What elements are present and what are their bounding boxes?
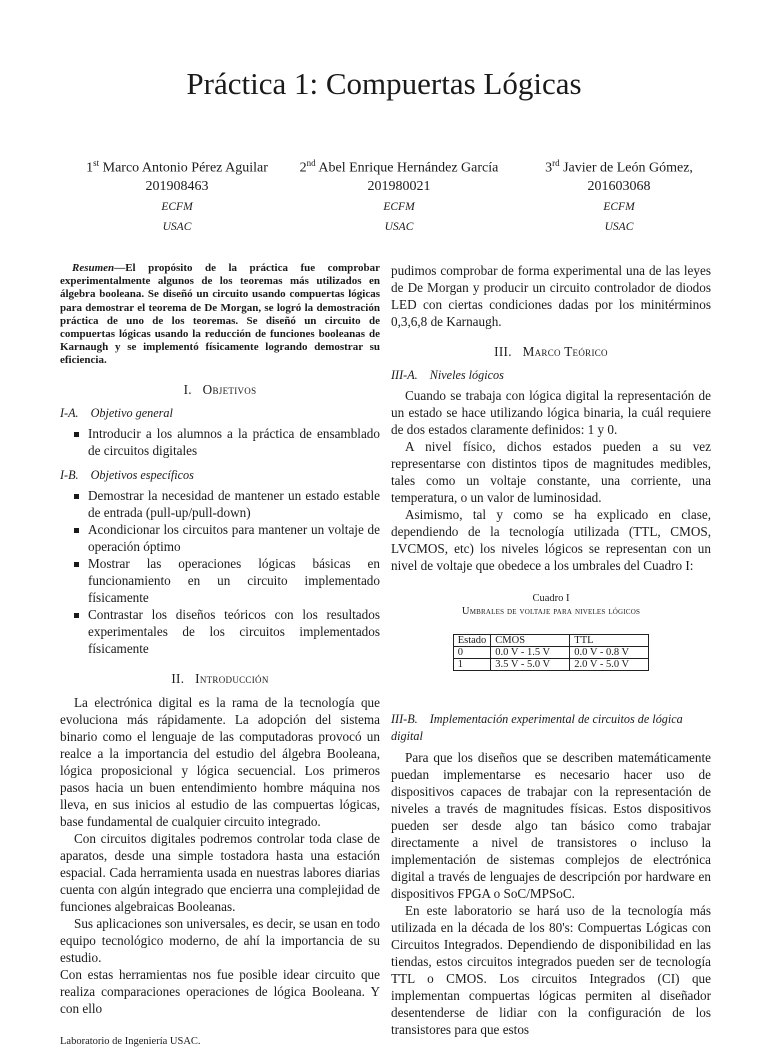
paragraph-noindent: Con estas herramientas nos fue posible idear circuito que realiza comparaciones operaciones de lógica Booleana. Y con ello [60,966,380,1016]
section-number: III. [494,344,512,359]
section-number: II. [171,670,185,686]
paragraph: Asimismo, tal y como se ha explicado en clase, dependiendo de la tecnología utilizada (TTL, CMOS, LVCMOS, etc) los niveles lógicos se representan con un nivel de voltaje que obedece a los umbrales del Cuadro I: [391,507,711,573]
table-cell: 0.0 V - 0.8 V [570,647,649,659]
author-id: 201980021 [367,178,431,194]
paragraph-continuation: pudimos comprobar de forma experimental una de las leyes de De Morgan y producir un circuito controlador de diodos LED con ciertas condiciones dadas por los minitérminos 0,3,6,8 de Karnaugh. [391,263,711,329]
abstract [60,262,380,368]
subsection-heading-general [60,405,380,421]
abstract-label: Resumen [72,262,115,274]
table-title: Umbrales de voltaje para niveles lógicos [461,606,641,617]
author-id: 201908463 [145,178,209,194]
table-label: Cuadro I [532,593,570,604]
author-name-line [52,154,302,178]
list-item: Mostrar las operaciones lógicas básicas en funcionamiento en un circuito implementado físicamente [88,555,380,605]
author-name-line [274,154,524,178]
paragraph: Con circuitos digitales podremos controlar toda clase de aparatos, desde una simple tostadora hasta una estación espacial. Cada herramienta usada en nuestras labores diarias cuenta con algún integrado que encierra una complejidad de funciones algebraicas Booleanas. [60,830,380,914]
table-cell: 2.0 V - 5.0 V [570,659,649,671]
bullet-list-general [60,425,380,459]
paragraph: A nivel físico, dichos estados pueden a su vez representarse con distintos tipos de magnitudes medibles, tales como un voltaje constante, una corriente, una temperatura, o un valor de luminosidad. [391,439,711,505]
subsection-number: III-B. [391,712,418,726]
author-name-line [494,154,744,178]
paragraph: En este laboratorio se hará uso de la tecnología más utilizada en la década de los 80's: Compuertas Lógicas con Circuitos Integrados. Dependiendo de disponibilidad en las tiendas, estos circuitos integrados pueden ser de tecnología TTL o CMOS. Los circuitos Integrados (CI) que implementan compuertas lógicas permiten al diseñador desentenderse de lidiar con la configuración de los transistores para que estos [391,903,711,1037]
section-title: Objetivos [202,381,257,397]
table-cell: 1 [453,659,491,671]
left-column [60,262,380,1049]
voltage-table [453,634,650,671]
list-item: Introducir a los alumnos a la práctica de ensamblado de circuitos digitales [88,425,380,458]
author-3 [494,154,744,236]
author-id: 201603068 [587,178,651,194]
section-heading-marco [391,343,711,360]
subsection-title: Objetivos específicos [90,467,194,482]
subsection-heading-implementacion [391,711,711,745]
author-name: Abel Enrique Hernández García [318,160,499,176]
author-univ: USAC [162,220,192,233]
table-cell: 3.5 V - 5.0 V [491,659,570,671]
section-heading-introduccion [60,670,380,687]
author-ordinal-suffix: nd [306,158,316,168]
section-number: I. [183,381,192,397]
author-block [0,154,768,234]
subsection-number: I-B. [60,467,79,482]
list-item: Acondicionar los circuitos para mantener un voltaje de operación óptimo [88,521,380,554]
author-name: Marco Antonio Pérez Aguilar [102,160,268,176]
table-header-row [453,635,649,647]
author-ordinal: 2 [299,160,307,176]
author-dept: ECFM [603,200,635,213]
table-header-cell: CMOS [491,635,570,647]
author-2 [274,154,524,236]
subsection-title: Implementación experimental de circuitos de lógica digital [391,712,683,743]
subsection-heading-niveles [391,367,711,383]
paragraph: La electrónica digital es la rama de la tecnología que evoluciona más rápidamente. La adopción del sistema binario como el lenguaje de las computadoras provocó un realce a la importancia del estudio del álgebra Booleana, lógica proposicional y lógica secuencial. Los primeros pasos hacia un buen entendimiento hombre máquina nos lleva, en sus inicios al estudio de las compuertas lógicas, base fundamental de cualquier circuito integrado. [60,694,380,829]
section-title: Introducción [195,670,269,686]
table-header-cell: Estado [453,635,491,647]
table-row [453,647,649,659]
section-title: Marco Teórico [522,344,608,359]
table-cell: 0 [453,647,491,659]
list-item: Contrastar los diseños teóricos con los resultados experimentales de los circuitos implementados físicamente [88,606,380,656]
subsection-number: III-A. [391,368,418,382]
author-ordinal: 1 [86,160,94,176]
author-ordinal-suffix: st [93,158,100,168]
paragraph: Para que los diseños que se describen matemáticamente puedan implementarse es necesario hacer uso de dispositivos capaces de trabajar con la representación de niveles a través de magnitudes físicas. Estos dispositivos pueden ser desde algo tan básico como trabajar directamente a nivel de transistores o incluso la implementación de sistemas complejos de electrónica digital a través de lenguajes de descripción por hardware en dispositivos FPGA o SoC/MPSoC. [391,750,711,901]
author-ordinal: 3 [545,160,553,176]
table-cell: 0.0 V - 1.5 V [491,647,570,659]
table-header-cell: TTL [570,635,649,647]
table-caption [391,592,711,618]
right-column [391,262,711,1038]
author-ordinal-suffix: rd [552,158,560,168]
subsection-heading-especificos [60,467,380,483]
abstract-text: —El propósito de la práctica fue comprobar experimentalmente algunos de los teoremas más utilizados en álgebra booleana. Se diseñó un circuito usando compuertas lógicas para demostrar el teorema de De Morgan, se logró la demostración práctica de uno de los teoremas. Se diseñó un circuito de compuertas lógicas usando la reducción de funciones booleanas de Karnaugh y se implementó físicamente logrando demostrar su eficiencia. [60,262,380,367]
subsection-number: I-A. [60,405,79,420]
paper-title: Práctica 1: Compuertas Lógicas [186,66,582,101]
subsection-title: Objetivo general [90,405,173,420]
author-name: Javier de León Gómez, [563,160,693,176]
list-item: Demostrar la necesidad de mantener un estado estable de entrada (pull-up/pull-down) [88,487,380,520]
section-heading-objetivos [60,381,380,398]
subsection-title: Niveles lógicos [429,368,504,382]
author-1 [52,154,302,236]
table-row [453,659,649,671]
author-univ: USAC [604,220,634,233]
author-dept: ECFM [383,200,415,213]
author-dept: ECFM [161,200,193,213]
footnote: Laboratorio de Ingeniería USAC. [60,1035,201,1047]
paragraph: Sus aplicaciones son universales, es decir, se usan en todo equipo tecnológico moderno, de ahí la importancia de su estudio. [60,915,381,965]
author-univ: USAC [384,220,414,233]
bullet-list-especificos [60,487,380,657]
paragraph: Cuando se trabaja con lógica digital la representación de un estado se hace utilizando lógica binaria, la cuál requiere de dos estados claramente definidos: 1 y 0. [391,388,711,437]
